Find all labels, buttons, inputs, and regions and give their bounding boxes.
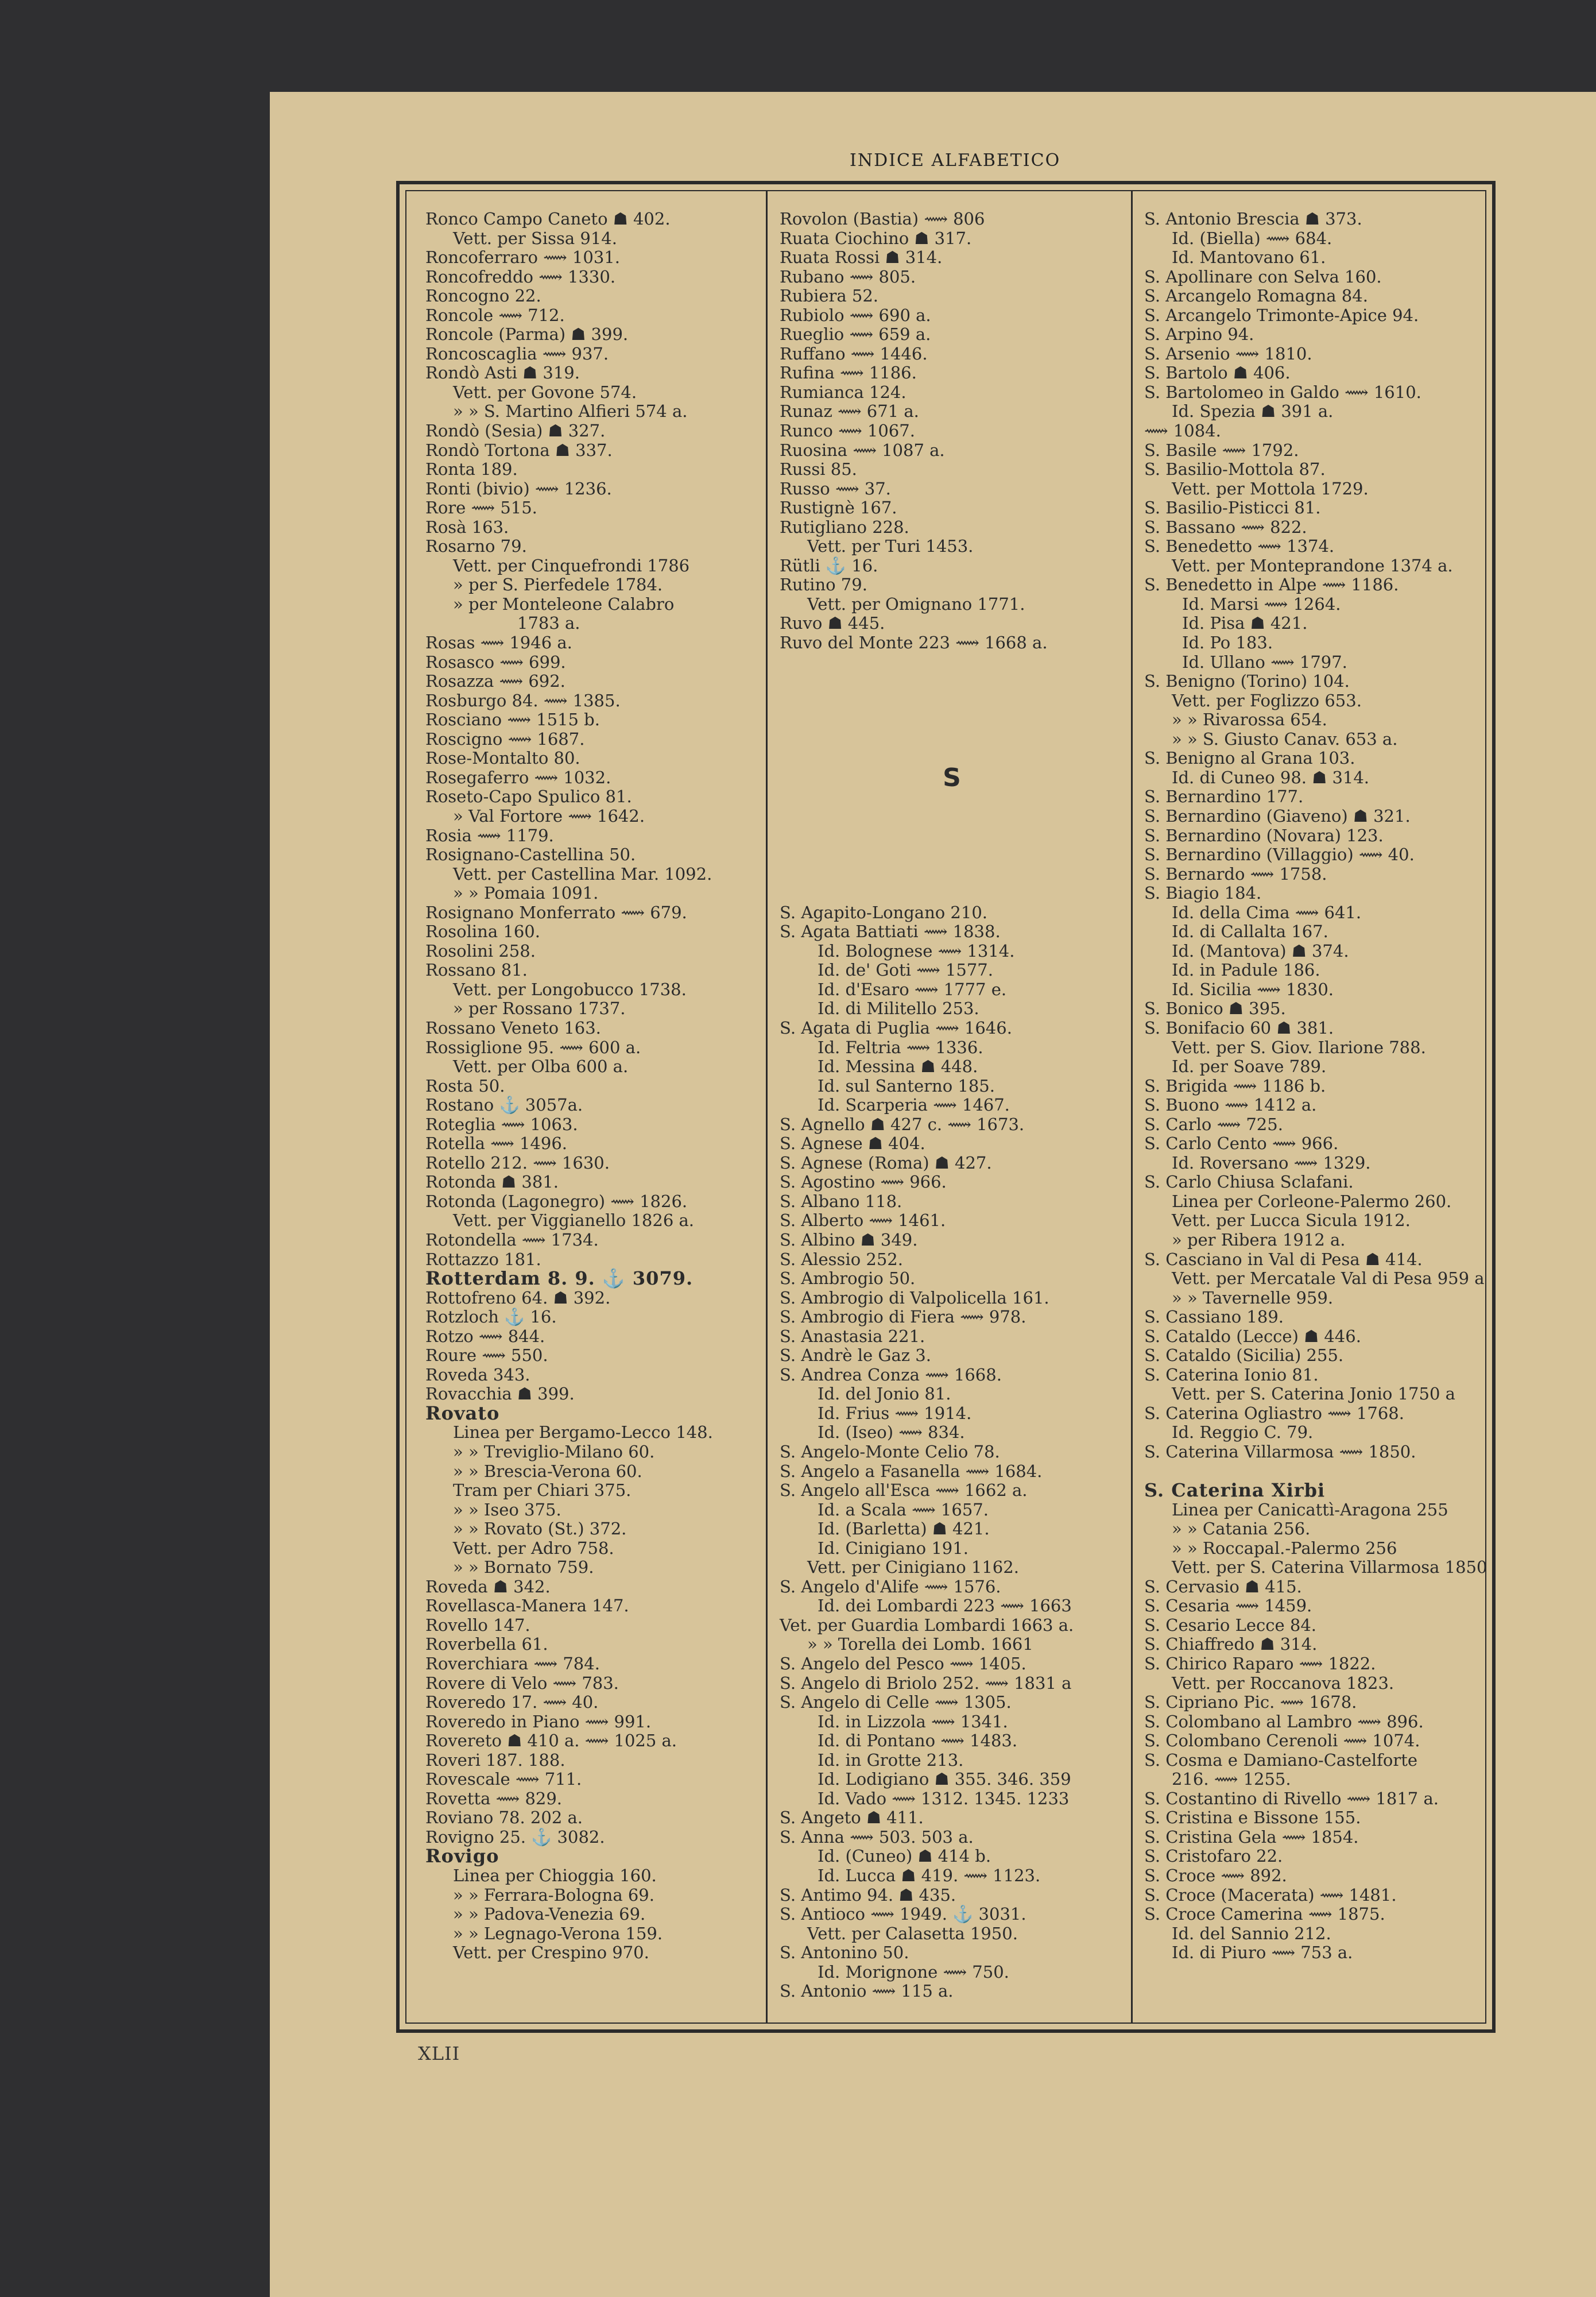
index-entry: Id. in Padule 186. — [1172, 960, 1320, 980]
index-entry: Rovescale ⟿ 711. — [425, 1769, 582, 1789]
index-entry: Id. Cinigiano 191. — [818, 1538, 969, 1558]
index-entry: Id. Feltria ⟿ 1336. — [818, 1037, 983, 1057]
index-entry: Rufina ⟿ 1186. — [780, 363, 917, 383]
index-entry: Rovere di Velo ⟿ 783. — [425, 1673, 619, 1693]
index-entry: Id. Pisa ☗ 421. — [1182, 613, 1308, 633]
index-entry: Ronta 189. — [425, 459, 518, 479]
index-entry: Vett. per Govone 574. — [453, 382, 637, 402]
index-entry: Roncole (Parma) ☗ 399. — [425, 324, 629, 345]
index-entry: S. Antonio Brescia ☗ 373. — [1144, 209, 1362, 229]
index-entry: Id. Mantovano 61. — [1172, 248, 1326, 268]
index-entry: Vett. per Castellina Mar. 1092. — [453, 864, 712, 884]
index-entry: Rosignano Monferrato ⟿ 679. — [425, 902, 687, 922]
index-entry: Runco ⟿ 1067. — [780, 421, 915, 441]
index-entry: Runaz ⟿ 671 a. — [780, 401, 919, 421]
index-entry: S. Carlo Cento ⟿ 966. — [1144, 1134, 1339, 1154]
index-entry: » » Bornato 759. — [453, 1557, 594, 1577]
index-entry: S. Casciano in Val di Pesa ☗ 414. — [1144, 1249, 1423, 1269]
index-entry: Id. del Jonio 81. — [818, 1384, 951, 1404]
index-entry: Rosà 163. — [425, 517, 509, 537]
blank-line — [780, 807, 1124, 826]
index-entry: Rovellasca-Manera 147. — [425, 1596, 629, 1616]
index-entry: » » Torella dei Lomb. 1661 — [807, 1634, 1033, 1654]
index-entry: S. Anna ⟿ 503. 503 a. — [780, 1827, 974, 1847]
index-entry: Rottofreno 64. ☗ 392. — [425, 1287, 611, 1308]
index-entry: Ruffano ⟿ 1446. — [780, 343, 928, 364]
index-entry: » » Iseo 375. — [453, 1499, 561, 1519]
index-entry: Linea per Chioggia 160. — [453, 1866, 657, 1886]
index-entry: S. Antioco ⟿ 1949. ⚓ 3031. — [780, 1904, 1026, 1924]
index-entry: Rutino 79. — [780, 575, 867, 595]
index-entry: Id. (Mantova) ☗ 374. — [1172, 941, 1349, 961]
index-entry: S. Carlo ⟿ 725. — [1144, 1114, 1283, 1134]
index-entry: Vett. per Viggianello 1826 a. — [453, 1211, 694, 1231]
index-entry: Vett. per Foglizzo 653. — [1172, 690, 1362, 710]
index-entry: Id. in Grotte 213. — [818, 1750, 964, 1770]
index-entry: S. Bartolomeo in Galdo ⟿ 1610. — [1144, 382, 1421, 402]
blank-line — [780, 845, 1124, 865]
index-entry: S. Caterina Ogliastro ⟿ 1768. — [1144, 1403, 1404, 1423]
index-entry: Rosazza ⟿ 692. — [425, 671, 565, 691]
index-entry: S. Brigida ⟿ 1186 b. — [1144, 1076, 1326, 1096]
index-entry: S. Alberto ⟿ 1461. — [780, 1211, 946, 1231]
index-entry: » » S. Giusto Canav. 653 a. — [1172, 729, 1398, 749]
index-entry: S. Cataldo (Sicilia) 255. — [1144, 1345, 1344, 1366]
index-entry: Vett. per Cinquefrondi 1786 — [453, 555, 690, 575]
index-entry: S. Cesaria ⟿ 1459. — [1144, 1596, 1312, 1616]
index-entry: S. Antonio ⟿ 115 a. — [780, 1981, 954, 2001]
index-entry: Rumianca 124. — [780, 382, 907, 402]
index-entry: Rosas ⟿ 1946 a. — [425, 633, 572, 653]
index-entry: Rovetta ⟿ 829. — [425, 1788, 563, 1808]
index-entry: Id. sul Santerno 185. — [818, 1076, 995, 1096]
index-entry: S. Agapito-Longano 210. — [780, 902, 987, 922]
index-entry: Rosegaferro ⟿ 1032. — [425, 767, 611, 787]
index-entry: S. Agostino ⟿ 966. — [780, 1172, 947, 1192]
index-entry: S. Arcangelo Romagna 84. — [1144, 286, 1368, 306]
index-entry: S. Colombano Cerenoli ⟿ 1074. — [1144, 1731, 1420, 1751]
index-entry: Id. Frius ⟿ 1914. — [818, 1403, 972, 1423]
index-entry: » » Brescia-Verona 60. — [453, 1461, 642, 1481]
index-entry: » per Monteleone Calabro — [453, 594, 675, 614]
index-entry: Roncoferraro ⟿ 1031. — [425, 248, 620, 268]
index-entry: Id. per Soave 789. — [1172, 1057, 1327, 1077]
index-entry: » » S. Martino Alfieri 574 a. — [453, 401, 688, 421]
index-entry: Tram per Chiari 375. — [453, 1480, 632, 1501]
index-entry: S. Ambrogio di Valpolicella 161. — [780, 1287, 1049, 1308]
index-heading: S. Caterina Xirbi — [1144, 1479, 1326, 1502]
index-entry: Rondò Tortona ☗ 337. — [425, 440, 613, 460]
index-entry: Vett. per Mercatale Val di Pesa 959 a — [1172, 1269, 1485, 1289]
index-entry: Id. Lodigiano ☗ 355. 346. 359 — [818, 1769, 1071, 1789]
index-entry: Roverchiara ⟿ 784. — [425, 1654, 600, 1674]
index-entry: Id. Bolognese ⟿ 1314. — [818, 941, 1015, 961]
index-entry: Linea per Corleone-Palermo 260. — [1172, 1191, 1452, 1211]
column-rule-2 — [1131, 191, 1133, 2023]
index-entry: S. Chiaffredo ☗ 314. — [1144, 1634, 1318, 1654]
index-entry: S. Bernardo ⟿ 1758. — [1144, 864, 1327, 884]
index-entry: Rosia ⟿ 1179. — [425, 825, 554, 845]
index-entry: Roncoscaglia ⟿ 937. — [425, 343, 609, 364]
index-entry: Id. a Scala ⟿ 1657. — [818, 1499, 989, 1519]
index-entry: S. Buono ⟿ 1412 a. — [1144, 1095, 1317, 1115]
index-entry: S. Croce Camerina ⟿ 1875. — [1144, 1904, 1385, 1924]
index-entry: Vett. per Cinigiano 1162. — [807, 1557, 1019, 1577]
index-entry: S. Cassiano 189. — [1144, 1307, 1284, 1327]
index-entry: Rueglio ⟿ 659 a. — [780, 324, 931, 345]
index-entry: Vett. per Olba 600 a. — [453, 1057, 629, 1077]
index-entry: S. Andrè le Gaz 3. — [780, 1345, 931, 1366]
index-entry: Roveda ☗ 342. — [425, 1576, 551, 1596]
index-entry: Vett. per Roccanova 1823. — [1172, 1673, 1394, 1693]
index-entry: Rotello 212. ⟿ 1630. — [425, 1153, 610, 1173]
index-entry: Roscigno ⟿ 1687. — [425, 729, 585, 749]
index-entry: » Val Fortore ⟿ 1642. — [453, 806, 645, 826]
index-entry: S. Albino ☗ 349. — [780, 1229, 918, 1250]
index-entry: S. Angelo a Fasanella ⟿ 1684. — [780, 1461, 1043, 1481]
index-heading: Rovigo — [425, 1845, 499, 1867]
index-entry: S. Arsenio ⟿ 1810. — [1144, 343, 1312, 364]
index-entry: S. Angelo all'Esca ⟿ 1662 a. — [780, 1480, 1028, 1501]
index-entry: Rosolini 258. — [425, 941, 536, 961]
index-entry: Rubano ⟿ 805. — [780, 266, 916, 287]
index-entry: Rovigno 25. ⚓ 3082. — [425, 1827, 605, 1847]
index-entry: Id. d'Esaro ⟿ 1777 e. — [818, 979, 1007, 999]
index-column-2 — [780, 210, 1124, 2023]
index-entry: Rosasco ⟿ 699. — [425, 652, 566, 672]
index-entry: S. Basilio-Mottola 87. — [1144, 459, 1326, 479]
index-entry: Vett. per Adro 758. — [453, 1538, 614, 1558]
section-letter: S — [943, 763, 961, 792]
index-column-1 — [425, 210, 756, 2023]
index-entry: Russo ⟿ 37. — [780, 478, 891, 498]
index-entry: S. Alessio 252. — [780, 1249, 903, 1269]
index-entry: Russi 85. — [780, 459, 857, 479]
index-entry: S. Angelo del Pesco ⟿ 1405. — [780, 1654, 1026, 1674]
blank-line — [780, 826, 1124, 846]
index-entry: Vett. per S. Giov. Ilarione 788. — [1172, 1037, 1426, 1057]
index-entry: S. Angelo d'Alife ⟿ 1576. — [780, 1576, 1001, 1596]
index-entry: Ronco Campo Caneto ☗ 402. — [425, 209, 671, 229]
index-entry: Rotella ⟿ 1496. — [425, 1134, 567, 1154]
index-entry: » » Roccapal.-Palermo 256 — [1172, 1538, 1397, 1558]
index-entry: Rossano Veneto 163. — [425, 1018, 601, 1038]
index-entry: Vett. per S. Caterina Villarmosa 1850 — [1172, 1557, 1487, 1577]
index-entry: Roverbella 61. — [425, 1634, 548, 1654]
index-entry: Vett. per Monteprandone 1374 a. — [1172, 555, 1453, 575]
index-entry: Rubiolo ⟿ 690 a. — [780, 305, 931, 325]
index-entry: S. Angelo-Monte Celio 78. — [780, 1442, 1000, 1461]
index-entry: Id. Messina ☗ 448. — [818, 1057, 978, 1077]
index-entry: » » Rivarossa 654. — [1172, 710, 1327, 730]
index-entry: » per S. Pierfedele 1784. — [453, 575, 663, 595]
index-entry: Ruosina ⟿ 1087 a. — [780, 440, 945, 460]
index-entry: S. Andrea Conza ⟿ 1668. — [780, 1364, 1002, 1385]
index-entry: S. Anastasia 221. — [780, 1326, 925, 1346]
index-entry: S. Albano 118. — [780, 1191, 902, 1211]
index-entry: S. Bernardino 177. — [1144, 787, 1304, 807]
index-entry: Rosolina 160. — [425, 922, 540, 942]
index-entry: » per Rossano 1737. — [453, 999, 626, 1019]
index-entry: Id. in Lizzola ⟿ 1341. — [818, 1711, 1008, 1731]
index-entry: S. Benigno (Torino) 104. — [1144, 671, 1350, 691]
index-entry: Linea per Bergamo-Lecco 148. — [453, 1422, 713, 1443]
index-entry: Ronti (bivio) ⟿ 1236. — [425, 478, 612, 498]
index-entry: Vett. per Lucca Sicula 1912. — [1172, 1211, 1411, 1231]
index-entry: S. Bonifacio 60 ☗ 381. — [1144, 1018, 1334, 1038]
index-entry: » per Ribera 1912 a. — [1172, 1229, 1346, 1250]
index-entry: Rosignano-Castellina 50. — [425, 845, 636, 865]
index-entry: Rotzloch ⚓ 16. — [425, 1307, 557, 1327]
index-entry: S. Bernardino (Giaveno) ☗ 321. — [1144, 806, 1411, 826]
index-entry: Vett. per Omignano 1771. — [807, 594, 1025, 614]
index-entry: Rosarno 79. — [425, 536, 527, 556]
blank-line — [780, 710, 1124, 730]
index-entry: S. Cosma e Damiano-Castelforte — [1144, 1750, 1418, 1770]
index-entry: Rore ⟿ 515. — [425, 498, 537, 518]
index-entry: S. Angelo di Briolo 252. ⟿ 1831 a — [780, 1673, 1072, 1693]
index-entry: S. Croce ⟿ 892. — [1144, 1866, 1287, 1886]
index-entry: Rosciano ⟿ 1515 b. — [425, 710, 600, 730]
column-rule-1 — [766, 191, 768, 2023]
index-entry: Ruata Ciochino ☗ 317. — [780, 228, 972, 248]
index-entry: S. Bernardino (Novara) 123. — [1144, 825, 1384, 845]
index-entry: Id. Spezia ☗ 391 a. — [1172, 401, 1334, 421]
index-entry: S. Croce (Macerata) ⟿ 1481. — [1144, 1885, 1397, 1905]
index-entry: Id. (Biella) ⟿ 684. — [1172, 228, 1332, 248]
index-entry: Rossano 81. — [425, 960, 528, 980]
index-entry: S. Antonino 50. — [780, 1943, 909, 1963]
index-frame-inner — [405, 190, 1486, 2024]
index-entry: Vett. per Turi 1453. — [807, 536, 974, 556]
index-entry: S. Biagio 184. — [1144, 883, 1262, 903]
blank-line — [780, 653, 1124, 672]
blank-line — [780, 730, 1124, 749]
index-entry: Rustignè 167. — [780, 498, 897, 518]
index-entry: » » Rovato (St.) 372. — [453, 1519, 627, 1539]
index-entry: S. Agnese (Roma) ☗ 427. — [780, 1153, 992, 1173]
index-entry: Id. Morignone ⟿ 750. — [818, 1962, 1009, 1982]
index-entry: S. Agata di Puglia ⟿ 1646. — [780, 1018, 1012, 1038]
index-entry: Roteglia ⟿ 1063. — [425, 1114, 578, 1134]
index-entry: Roveredo 17. ⟿ 40. — [425, 1692, 599, 1712]
index-entry: 216. ⟿ 1255. — [1172, 1769, 1291, 1789]
index-entry: Ruata Rossi ☗ 314. — [780, 248, 943, 268]
index-entry: Rosta 50. — [425, 1076, 505, 1096]
index-entry: Rotzo ⟿ 844. — [425, 1326, 545, 1346]
index-entry: S. Cesario Lecce 84. — [1144, 1615, 1317, 1635]
index-entry: Roure ⟿ 550. — [425, 1345, 548, 1366]
index-entry: » » Catania 256. — [1172, 1519, 1311, 1539]
index-entry: Vett. per Longobucco 1738. — [453, 979, 687, 999]
index-entry: S. Carlo Chiusa Sclafani. — [1144, 1172, 1354, 1192]
index-entry: » » Padova-Venezia 69. — [453, 1904, 646, 1924]
index-entry: S. Angelo di Celle ⟿ 1305. — [780, 1692, 1012, 1712]
index-entry: Linea per Canicattì-Aragona 255 — [1172, 1499, 1448, 1519]
index-entry: Vett. per Crespino 970. — [453, 1943, 649, 1963]
index-entry: Id. di Militello 253. — [818, 999, 979, 1019]
index-column-3 — [1144, 210, 1492, 2023]
index-entry: Id. Roversano ⟿ 1329. — [1172, 1153, 1371, 1173]
index-entry: Id. di Piuro ⟿ 753 a. — [1172, 1943, 1353, 1963]
index-entry: Id. della Cima ⟿ 641. — [1172, 902, 1362, 922]
index-entry: S. Cipriano Pic. ⟿ 1678. — [1144, 1692, 1357, 1712]
index-entry: S. Benedetto ⟿ 1374. — [1144, 536, 1335, 556]
index-entry: Vet. per Guardia Lombardi 1663 a. — [780, 1615, 1074, 1635]
index-entry: Rosburgo 84. ⟿ 1385. — [425, 690, 621, 710]
index-entry: Rossiglione 95. ⟿ 600 a. — [425, 1037, 641, 1057]
index-entry: » » Legnago-Verona 159. — [453, 1923, 663, 1943]
index-entry: Id. Ullano ⟿ 1797. — [1182, 652, 1347, 672]
index-entry: S. Ambrogio di Fiera ⟿ 978. — [780, 1307, 1026, 1327]
index-entry: S. Bartolo ☗ 406. — [1144, 363, 1291, 383]
index-entry: Id. Marsi ⟿ 1264. — [1182, 594, 1341, 614]
index-heading: Rovato — [425, 1402, 500, 1424]
index-entry: S. Arcangelo Trimonte-Apice 94. — [1144, 305, 1419, 325]
index-entry: Roveri 187. 188. — [425, 1750, 565, 1770]
index-entry: Rotonda (Lagonegro) ⟿ 1826. — [425, 1191, 688, 1211]
index-entry: S. Basile ⟿ 1792. — [1144, 440, 1299, 460]
index-entry: Ruvo del Monte 223 ⟿ 1668 a. — [780, 633, 1048, 653]
index-entry: Roncofreddo ⟿ 1330. — [425, 266, 616, 287]
index-heading: Rotterdam 8. 9. ⚓ 3079. — [425, 1267, 694, 1290]
index-entry: S. Caterina Villarmosa ⟿ 1850. — [1144, 1442, 1416, 1461]
index-entry: Rotondella ⟿ 1734. — [425, 1229, 599, 1250]
index-entry: S. Cristofaro 22. — [1144, 1846, 1283, 1866]
index-entry: 1783 a. — [517, 613, 580, 633]
index-entry: S. Benedetto in Alpe ⟿ 1186. — [1144, 575, 1399, 595]
index-entry: Id. Po 183. — [1182, 633, 1273, 653]
index-entry: Roviano 78. 202 a. — [425, 1808, 583, 1828]
blank-line — [780, 865, 1124, 884]
index-entry: Id. Lucca ☗ 419. ⟿ 1123. — [818, 1866, 1041, 1886]
blank-line — [780, 691, 1124, 711]
index-entry: Rutigliano 228. — [780, 517, 909, 537]
index-entry: Rovacchia ☗ 399. — [425, 1384, 575, 1404]
index-entry: Id. (Barletta) ☗ 421. — [818, 1519, 990, 1539]
index-entry: S. Agnese ☗ 404. — [780, 1134, 925, 1154]
index-entry: Id. Scarperia ⟿ 1467. — [818, 1095, 1010, 1115]
index-entry: » » Ferrara-Bologna 69. — [453, 1885, 654, 1905]
index-entry: Rondò (Sesia) ☗ 327. — [425, 421, 606, 441]
index-entry: Id. de' Goti ⟿ 1577. — [818, 960, 993, 980]
index-entry: S. Bonico ☗ 395. — [1144, 999, 1286, 1019]
index-entry: S. Antimo 94. ☗ 435. — [780, 1885, 956, 1905]
index-entry: Rostano ⚓ 3057a. — [425, 1095, 583, 1115]
index-entry: Vett. per Sissa 914. — [453, 228, 617, 248]
index-entry: Ruvo ☗ 445. — [780, 613, 885, 633]
index-entry: S. Caterina Ionio 81. — [1144, 1364, 1319, 1385]
index-entry: S. Cataldo (Lecce) ☗ 446. — [1144, 1326, 1361, 1346]
index-entry: Rose-Montalto 80. — [425, 748, 580, 768]
index-entry: Roncogno 22. — [425, 286, 541, 306]
page-title: INDICE ALFABETICO — [850, 150, 1061, 171]
index-entry: » » Tavernelle 959. — [1172, 1287, 1334, 1308]
index-entry: S. Cristina Gela ⟿ 1854. — [1144, 1827, 1359, 1847]
index-entry: Id. di Pontano ⟿ 1483. — [818, 1731, 1018, 1751]
index-entry: Id. (Iseo) ⟿ 834. — [818, 1422, 965, 1443]
index-entry: » » Pomaia 1091. — [453, 883, 599, 903]
blank-line — [780, 672, 1124, 691]
index-entry: S. Ambrogio 50. — [780, 1269, 916, 1289]
index-entry: Id. (Cuneo) ☗ 414 b. — [818, 1846, 991, 1866]
index-entry: S. Chirico Raparo ⟿ 1822. — [1144, 1654, 1376, 1674]
index-entry: S. Costantino di Rivello ⟿ 1817 a. — [1144, 1788, 1439, 1808]
index-entry: Rondò Asti ☗ 319. — [425, 363, 580, 383]
index-entry: S. Colombano al Lambro ⟿ 896. — [1144, 1711, 1424, 1731]
index-entry: S. Bassano ⟿ 822. — [1144, 517, 1307, 537]
index-entry: S. Basilio-Pisticci 81. — [1144, 498, 1321, 518]
index-entry: Roveredo in Piano ⟿ 991. — [425, 1711, 652, 1731]
blank-line — [780, 884, 1124, 903]
index-entry: S. Cristina e Bissone 155. — [1144, 1808, 1361, 1828]
index-entry: S. Angeto ☗ 411. — [780, 1808, 924, 1828]
index-entry: S. Agnello ☗ 427 c. ⟿ 1673. — [780, 1114, 1025, 1134]
index-entry: Rubiera 52. — [780, 286, 879, 306]
index-entry: Id. Vado ⟿ 1312. 1345. 1233 — [818, 1788, 1070, 1808]
index-entry: Roveda 343. — [425, 1364, 530, 1385]
index-entry: Rotonda ☗ 381. — [425, 1172, 559, 1192]
index-entry: Rovereto ☗ 410 a. ⟿ 1025 a. — [425, 1731, 677, 1751]
index-entry: Id. Sicilia ⟿ 1830. — [1172, 979, 1334, 999]
index-entry: Id. di Callalta 167. — [1172, 922, 1328, 942]
index-entry: S. Arpino 94. — [1144, 324, 1254, 345]
index-entry: Vett. per S. Caterina Jonio 1750 a — [1172, 1384, 1455, 1404]
index-entry: S. Bernardino (Villaggio) ⟿ 40. — [1144, 845, 1415, 865]
index-entry: S. Agata Battiati ⟿ 1838. — [780, 922, 1001, 942]
index-entry: Id. del Sannio 212. — [1172, 1923, 1331, 1943]
index-entry: Roncole ⟿ 712. — [425, 305, 565, 325]
index-entry: Rovolon (Bastia) ⟿ 806 — [780, 209, 985, 229]
index-entry: Rottazzo 181. — [425, 1249, 541, 1269]
index-entry: S. Cervasio ☗ 415. — [1144, 1576, 1302, 1596]
index-entry: Vett. per Mottola 1729. — [1172, 478, 1369, 498]
index-entry: Roseto-Capo Spulico 81. — [425, 787, 632, 807]
index-entry: » » Treviglio-Milano 60. — [453, 1442, 655, 1461]
index-entry: ⟿ 1084. — [1144, 421, 1221, 441]
index-entry: Rovello 147. — [425, 1615, 530, 1635]
index-entry: Id. di Cuneo 98. ☗ 314. — [1172, 767, 1370, 787]
index-entry: Vett. per Calasetta 1950. — [807, 1923, 1018, 1943]
index-entry: S. Apollinare con Selva 160. — [1144, 266, 1382, 287]
index-entry: S. Benigno al Grana 103. — [1144, 748, 1355, 768]
index-entry: Id. dei Lombardi 223 ⟿ 1663 — [818, 1596, 1072, 1616]
index-frame — [396, 181, 1496, 2033]
blank-line — [1144, 1462, 1492, 1482]
index-entry: Rütli ⚓ 16. — [780, 555, 878, 575]
index-entry: Id. Reggio C. 79. — [1172, 1422, 1314, 1443]
page-folio: XLII — [418, 2043, 460, 2064]
